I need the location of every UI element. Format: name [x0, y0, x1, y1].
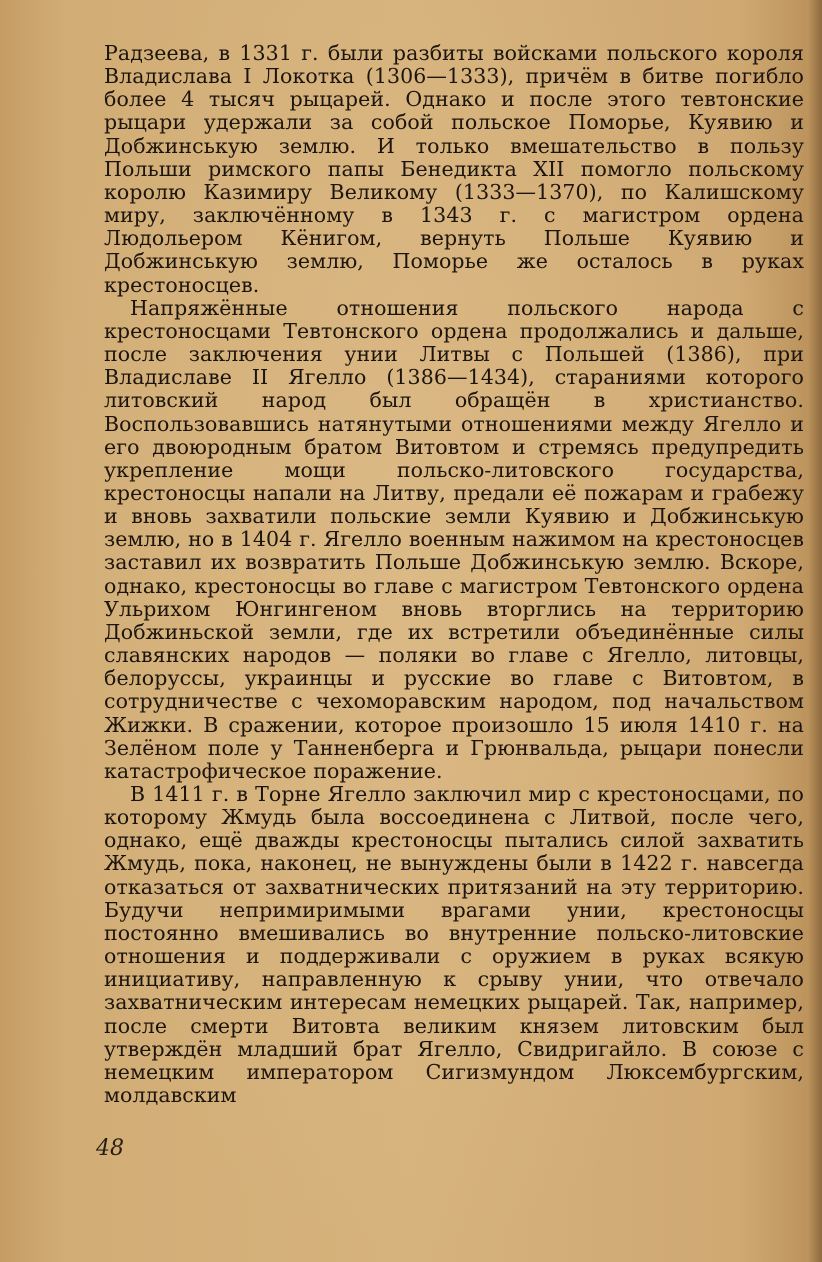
paragraph: В 1411 г. в Торне Ягелло заключил мир с крестоносцами, по которому Жмудь была воссоединена с Литвой, после чего, однако, ещё дважды крестоносцы пытались силой захватить Жмудь, пока, наконец, не вынуждены были в 1422 г. навсегда отказаться от захватнических притязаний на эту территорию. Будучи непримиримыми врагами унии, крестоносцы постоянно вмешивались во внутренние польско-литовские отношения и поддерживали с оружием в руках всякую инициативу, направленную к срыву унии, что отвечало захватническим интересам немецких рыцарей. Так, например, после смерти Витовта великим князем литовским был утверждён младший брат Ягелло, Свидригайло. В союзе с немецким императором Сигизмундом Люксембургским, молдавским: [104, 782, 804, 1108]
paragraph: Напряжённые отношения польского народа с крестоносцами Тевтонского ордена продолжались и дальше, после заключения унии Литвы с Польшей (1386), при Владиславе II Ягелло (1386—1434), стараниями которого литовский народ был обращён в христианство. Воспользовавшись натянутыми отношениями между Ягелло и его двоюродным братом Витовтом и стремясь предупредить укрепление мощи польско-литовского государства, крестоносцы напали на Литву, предали её пожарам и грабежу и вновь захватили польские земли Куявию и Добжинськую землю, но в 1404 г. Ягелло военным нажимом на крестоносцев заставил их возвратить Польше Добжинськую землю. Вскоре, однако, крестоносцы во главе с магистром Тевтонского ордена Ульрихом Юнгингеном вновь вторглись на территорию Добжиньской земли, где их встретили объединённые силы славянских народов — поляки во главе с Ягелло, литовцы, белоруссы, украинцы и русские во главе с Витовтом, в сотрудничестве с чехоморавским народом, под начальством Жижки. В сражении, которое произошло 15 июля 1410 г. на Зелёном поле у Танненберга и Грюнвальда, рыцари понесли катастрофическое поражение.: [104, 295, 804, 783]
paragraph-continued: Радзеева, в 1331 г. были разбиты войсками польского короля Владислава I Локотка (1306—1333), причём в битве погибло более 4 тысяч рыцарей. Однако и после этого тевтонские рыцари удержали за собой польское Поморье, Куявию и Добжинськую землю. И только вмешательство в пользу Польши римского папы Бенедикта XII помогло польскому королю Казимиру Великому (1333—1370), по Калишскому миру, заключённому в 1343 г. с магистром ордена Людольером Кёнигом, вернуть Польше Куявию и Добжинськую землю, Поморье же осталось в руках крестоносцев.: [104, 41, 804, 297]
page-number: 48: [96, 1136, 124, 1161]
body-text: [104, 42, 804, 1107]
